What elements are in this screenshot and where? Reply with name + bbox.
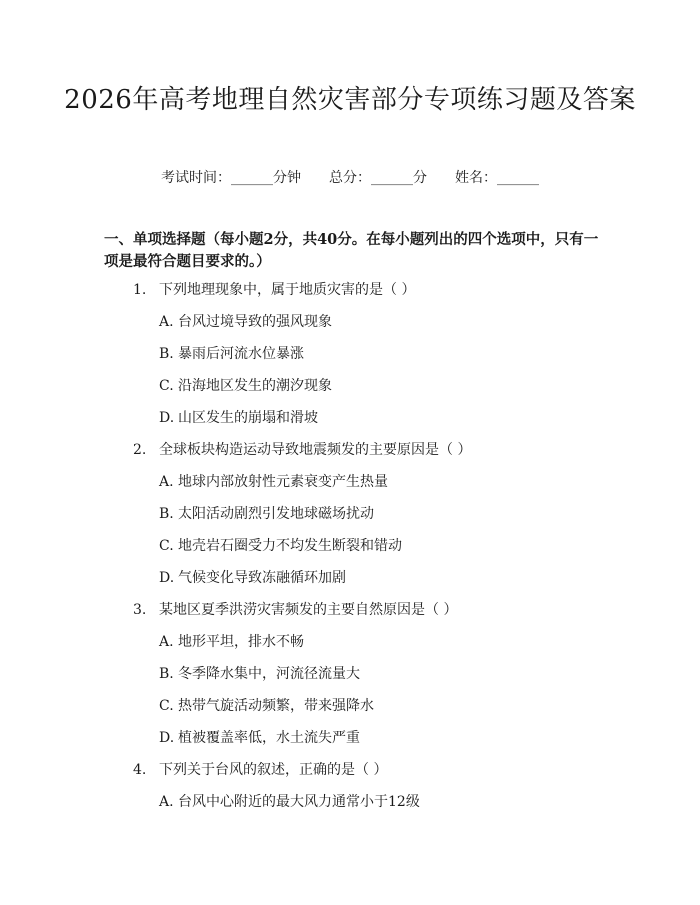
question-text: 下列地理现象中，属于地质灾害的是（ ） [159,282,416,298]
question-number: 4. [133,762,147,778]
question-stem [133,600,457,620]
option-letter: A. [159,794,174,810]
option-line [159,568,346,588]
section-heading: 一、单项选择题（每小题2分，共40分。在每小题列出的四个选项中，只有一项是最符合题目要求的。） [104,231,599,270]
option-line [159,728,360,748]
exam-time-label: 考试时间：______分钟 [161,170,301,186]
option-line [159,504,374,524]
option-line [159,696,374,716]
question-text: 某地区夏季洪涝灾害频发的主要自然原因是（ ） [159,602,458,618]
question-stem [133,760,387,780]
option-line [159,408,318,428]
option-text: 地壳岩石圈受力不均发生断裂和错动 [178,538,402,554]
option-text: 太阳活动剧烈引发地球磁场扰动 [178,506,374,522]
option-letter: D. [159,730,175,746]
option-item [0,696,700,728]
question-item [0,440,700,472]
option-letter: C. [159,698,174,714]
question-number: 2. [133,442,147,458]
option-text: 地球内部放射性元素衰变产生热量 [178,474,388,490]
option-letter: D. [159,410,175,426]
question-number: 1. [133,282,147,298]
question-item [0,760,700,792]
option-item [0,472,700,504]
option-line [159,664,360,684]
option-item [0,312,700,344]
option-item [0,344,700,376]
option-text: 气候变化导致冻融循环加剧 [178,570,346,586]
question-item [0,280,700,312]
option-line [159,472,388,492]
option-item [0,536,700,568]
option-line [159,376,332,396]
option-letter: B. [159,666,174,682]
option-item [0,728,700,760]
option-item [0,376,700,408]
option-letter: B. [159,346,174,362]
option-line [159,312,332,332]
option-text: 山区发生的崩塌和滑坡 [178,410,318,426]
option-item [0,504,700,536]
option-letter: A. [159,474,174,490]
option-line [159,632,304,652]
option-text: 台风中心附近的最大风力通常小于12级 [178,794,420,810]
question-number: 3. [133,602,147,618]
option-letter: D. [159,570,175,586]
option-item [0,664,700,696]
option-text: 沿海地区发生的潮汐现象 [178,378,332,394]
option-text: 暴雨后河流水位暴涨 [178,346,304,362]
option-line [159,536,402,556]
option-item [0,408,700,440]
option-text: 植被覆盖率低，水土流失严重 [178,730,360,746]
option-letter: B. [159,506,174,522]
document-title: 2026年高考地理自然灾害部分专项练习题及答案 [64,85,636,115]
option-text: 热带气旋活动频繁，带来强降水 [178,698,374,714]
question-list [0,280,700,824]
total-score-label: 总分：______分 [329,170,427,186]
question-stem [133,440,471,460]
question-item [0,600,700,632]
question-text: 下列关于台风的叙述，正确的是（ ） [159,762,388,778]
option-item [0,568,700,600]
option-letter: A. [159,634,174,650]
option-letter: C. [159,538,174,554]
option-letter: A. [159,314,174,330]
option-text: 台风过境导致的强风现象 [178,314,332,330]
option-text: 冬季降水集中，河流径流量大 [178,666,360,682]
question-stem [133,280,415,300]
question-text: 全球板块构造运动导致地震频发的主要原因是（ ） [159,442,472,458]
option-text: 地形平坦，排水不畅 [178,634,304,650]
option-item [0,792,700,824]
exam-info-line [0,168,700,188]
option-line [159,792,420,812]
option-letter: C. [159,378,174,394]
option-line [159,344,304,364]
option-item [0,632,700,664]
name-label: 姓名：______ [455,170,539,186]
